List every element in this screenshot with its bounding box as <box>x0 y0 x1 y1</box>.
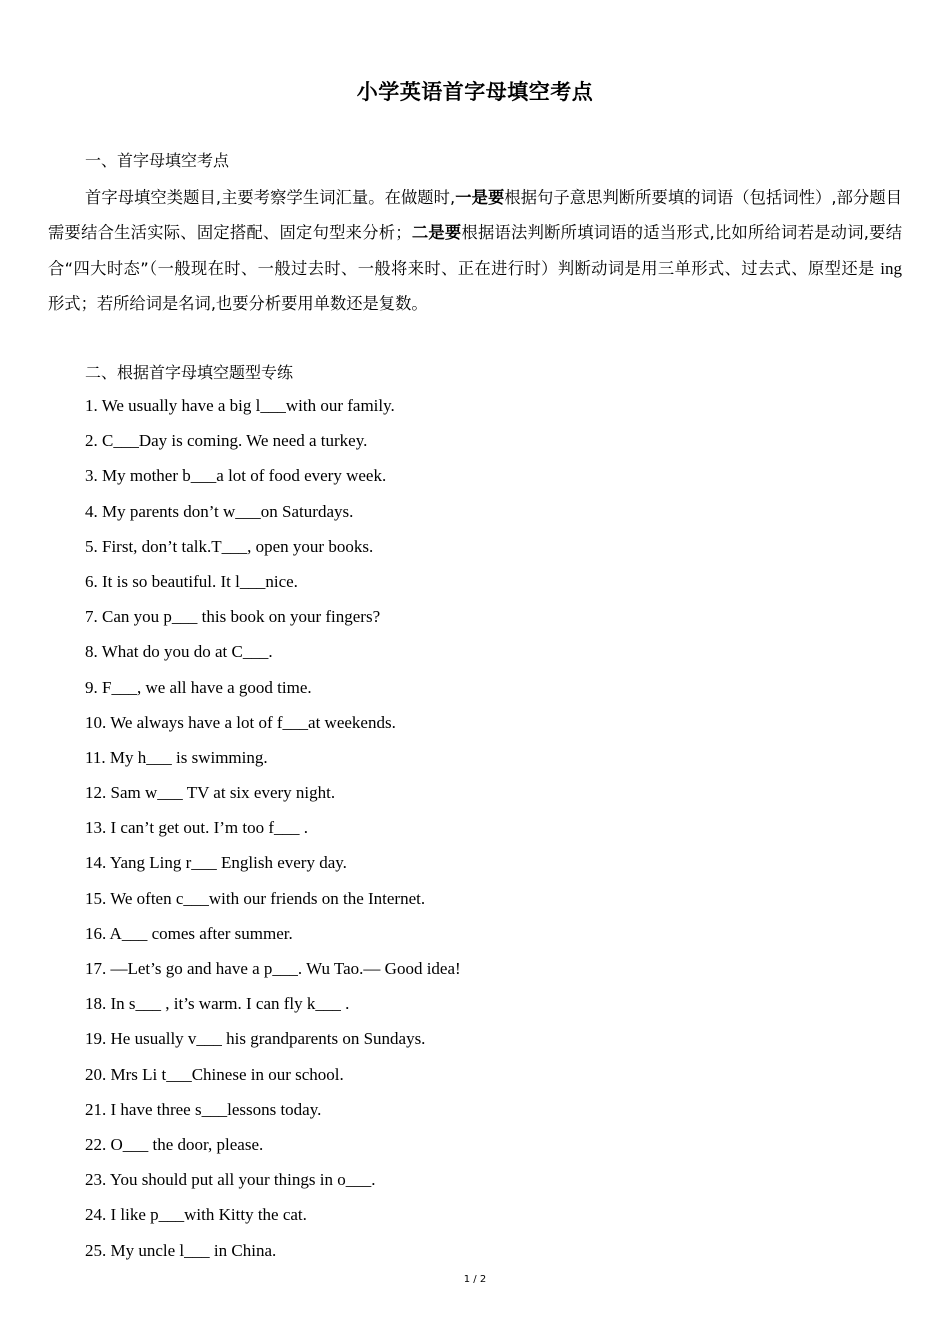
question-item: 23. You should put all your things in o___. <box>85 1170 376 1190</box>
question-item: 19. He usually v___ his grandparents on Sundays. <box>85 1029 426 1049</box>
question-item: 15. We often c___with our friends on the Internet. <box>85 888 426 908</box>
question-item: 2. C___Day is coming. We need a turkey. <box>85 431 368 451</box>
question-item: 11. My h___ is swimming. <box>85 747 268 767</box>
question-item: 22. O___ the door, please. <box>85 1134 264 1154</box>
section-heading-2: 二、根据首字母填空题型专练 <box>85 363 294 382</box>
page-title: 小学英语首字母填空考点 <box>356 80 594 104</box>
question-item: 24. I like p___with Kitty the cat. <box>85 1205 307 1225</box>
intro-paragraph <box>48 180 902 321</box>
question-item: 1. We usually have a big l___with our family. <box>85 396 395 415</box>
question-item: 4. My parents don’t w___on Saturdays. <box>85 501 354 521</box>
intro-text-3: 根据语法判断所填词语的适当形式,比如所给词若是动词,要结合“四大时态”（一般现在时、一般过去时、一般将来时、正在进行时）判断动词是用三单形式、过去式、原型还是 <box>48 223 902 278</box>
question-item: 5. First, don’t talk.T___, open your books. <box>85 536 374 556</box>
page-number: 1 / 2 <box>463 1274 487 1285</box>
question-item: 10. We always have a lot of f___at weekends. <box>85 712 396 732</box>
question-item: 18. In s___ , it’s warm. I can fly k___ . <box>85 994 350 1014</box>
question-item: 16. A___ comes after summer. <box>85 923 293 943</box>
intro-text-2: 根据句子意思判断所要填的词语（包括词性）,部分题目需要结合生活实际、固定搭配、固定句型来分析； <box>48 188 902 243</box>
question-item: 6. It is so beautiful. It l___nice. <box>85 571 298 591</box>
intro-text-4: 形式；若所给词是名词,也要分析要用单数还是复数。 <box>48 293 428 313</box>
question-item: 13. I can’t get out. I’m too f___ . <box>85 818 309 838</box>
question-item: 17. —Let’s go and have a p___. Wu Tao.— Good idea! <box>85 959 461 978</box>
section-heading-1: 一、首字母填空考点 <box>85 151 230 170</box>
question-item: 7. Can you p___ this book on your fingers? <box>85 607 381 627</box>
intro-bold-2: 二是要 <box>411 223 462 243</box>
question-list <box>85 390 885 1270</box>
question-item: 25. My uncle l___ in China. <box>85 1240 277 1260</box>
question-item: 12. Sam w___ TV at six every night. <box>85 783 336 803</box>
question-item: 8. What do you do at C___. <box>85 642 273 662</box>
question-item: 9. F___, we all have a good time. <box>85 677 312 697</box>
question-item: 21. I have three s___lessons today. <box>85 1099 322 1119</box>
intro-bold-1: 一是要 <box>455 188 505 207</box>
intro-text-1: 首字母填空类题目,主要考察学生词汇量。在做题时, <box>85 188 456 207</box>
intro-ing: ing <box>880 258 902 278</box>
question-item: 14. Yang Ling r___ English every day. <box>85 853 347 873</box>
question-item: 20. Mrs Li t___Chinese in our school. <box>85 1064 344 1084</box>
question-item: 3. My mother b___a lot of food every week. <box>85 466 387 486</box>
